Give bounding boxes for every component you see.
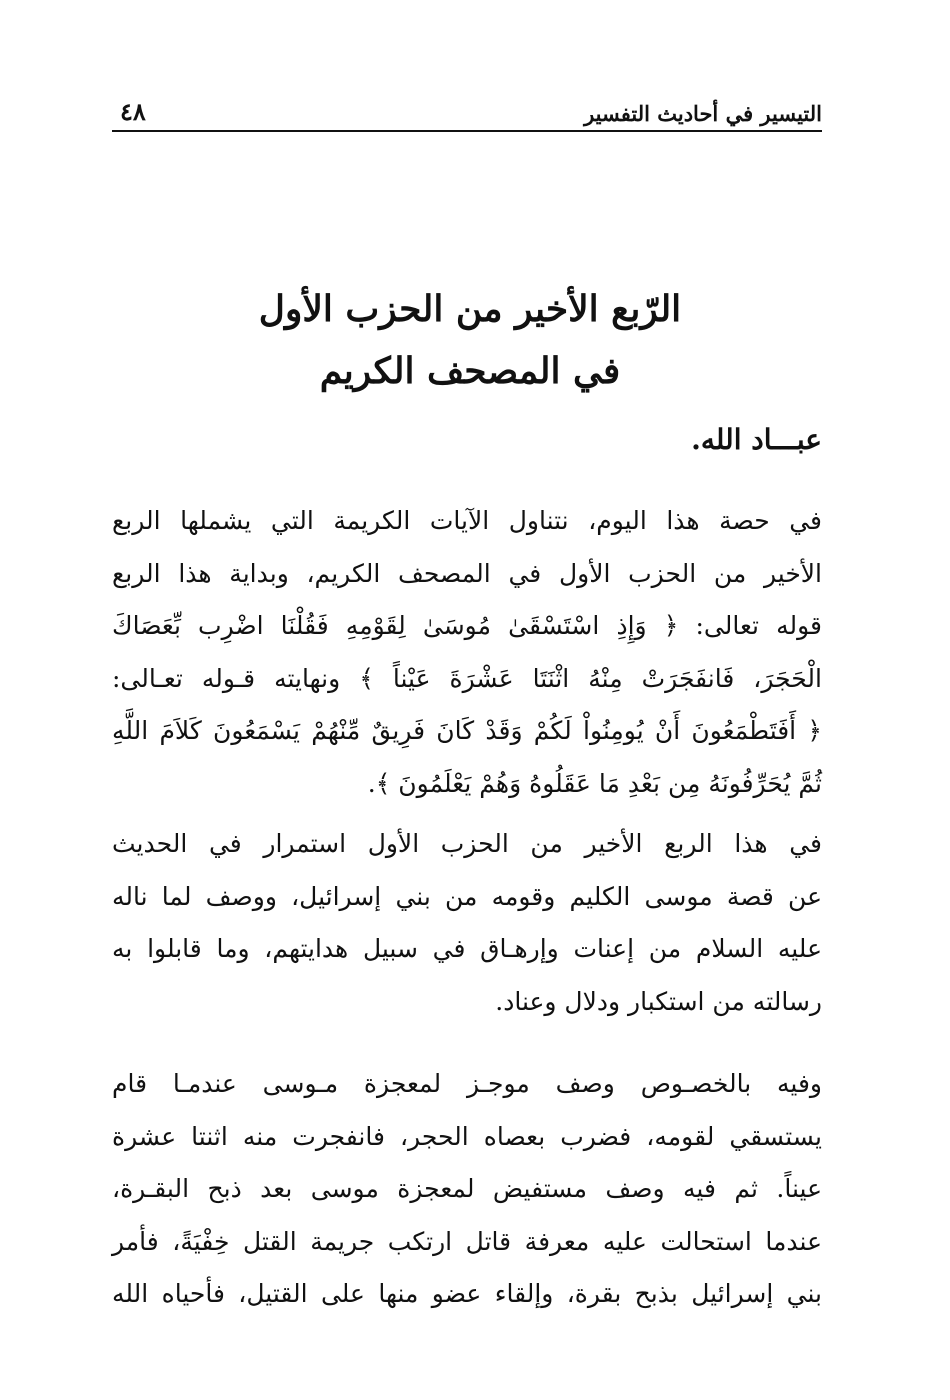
running-header xyxy=(112,98,822,132)
text-line: عيناً. ثم فيه وصف مستفيض لمعجزة موسى بعد ذبح البقـرة، xyxy=(112,1174,822,1203)
salutation: عبـــاد الله. xyxy=(691,423,822,456)
page-number: ٤٨ xyxy=(120,97,146,126)
text-line: عليه السلام من إعنات وإرهـاق في سبيل هدايتهم، وما قابلوا به xyxy=(112,934,822,963)
chapter-title xyxy=(120,278,820,402)
paragraph xyxy=(112,818,822,1028)
paragraph xyxy=(112,1058,822,1321)
paragraph xyxy=(112,495,822,810)
running-header-title: التيسير في أحاديث التفسير xyxy=(584,101,822,126)
text-line: الْحَجَرَ، فَانفَجَرَتْ مِنْهُ اثْنَتَا عَشْرَةَ عَيْناً ﴾ ونهايته قـوله تعـالى: xyxy=(112,663,822,693)
chapter-title-line: في المصحف الكريم xyxy=(319,350,621,392)
text-line: يستسقي لقومه، فضرب بعصاه الحجر، فانفجرت منه اثنتا عشرة xyxy=(112,1121,822,1151)
text-line: عندما استحالت عليه معرفة قاتل ارتكب جريمة القتل خِفْيَةً، فأمر xyxy=(112,1226,822,1256)
chapter-title-line: الرّبع الأخير من الحزب الأول xyxy=(258,288,682,330)
text-line: في هذا الربع الأخير من الحزب الأول استمرار في الحديث xyxy=(112,829,822,858)
text-line: وفيه بالخصـوص وصف موجـز لمعجزة مـوسى عندمـا قام xyxy=(112,1069,822,1098)
text-line: بني إسرائيل بذبح بقرة، وإلقاء عضو منها على القتيل، فأحياه الله xyxy=(112,1279,822,1308)
text-line: ثُمَّ يُحَرِّفُونَهُ مِن بَعْدِ مَا عَقَلُوهُ وَهُمْ يَعْلَمُونَ ﴾. xyxy=(367,768,822,798)
text-line: الأخير من الحزب الأول في المصحف الكريم، وبداية هذا الربع xyxy=(112,558,822,588)
text-line: عن قصة موسى الكليم وقومه من بني إسرائيل، ووصف لما ناله xyxy=(112,881,822,911)
text-line: في حصة هذا اليوم، نتناول الآيات الكريمة التي يشملها الربع xyxy=(112,506,822,535)
text-line: رسالته من استكبار ودلال وعناد. xyxy=(495,986,822,1016)
text-line: قوله تعالى: ﴿ وَإِذِ اسْتَسْقَىٰ مُوسَىٰ لِقَوْمِهِ فَقُلْنَا اضْرِب بِّعَصَاكَ xyxy=(112,611,822,640)
text-line: ﴿ أَفَتَطْمَعُونَ أَنْ يُومِنُواْ لَكُمْ وَقَدْ كَانَ فَرِيقٌ مِّنْهُمْ يَسْمَعُونَ كَلاَمَ اللَّهِ xyxy=(112,716,822,745)
